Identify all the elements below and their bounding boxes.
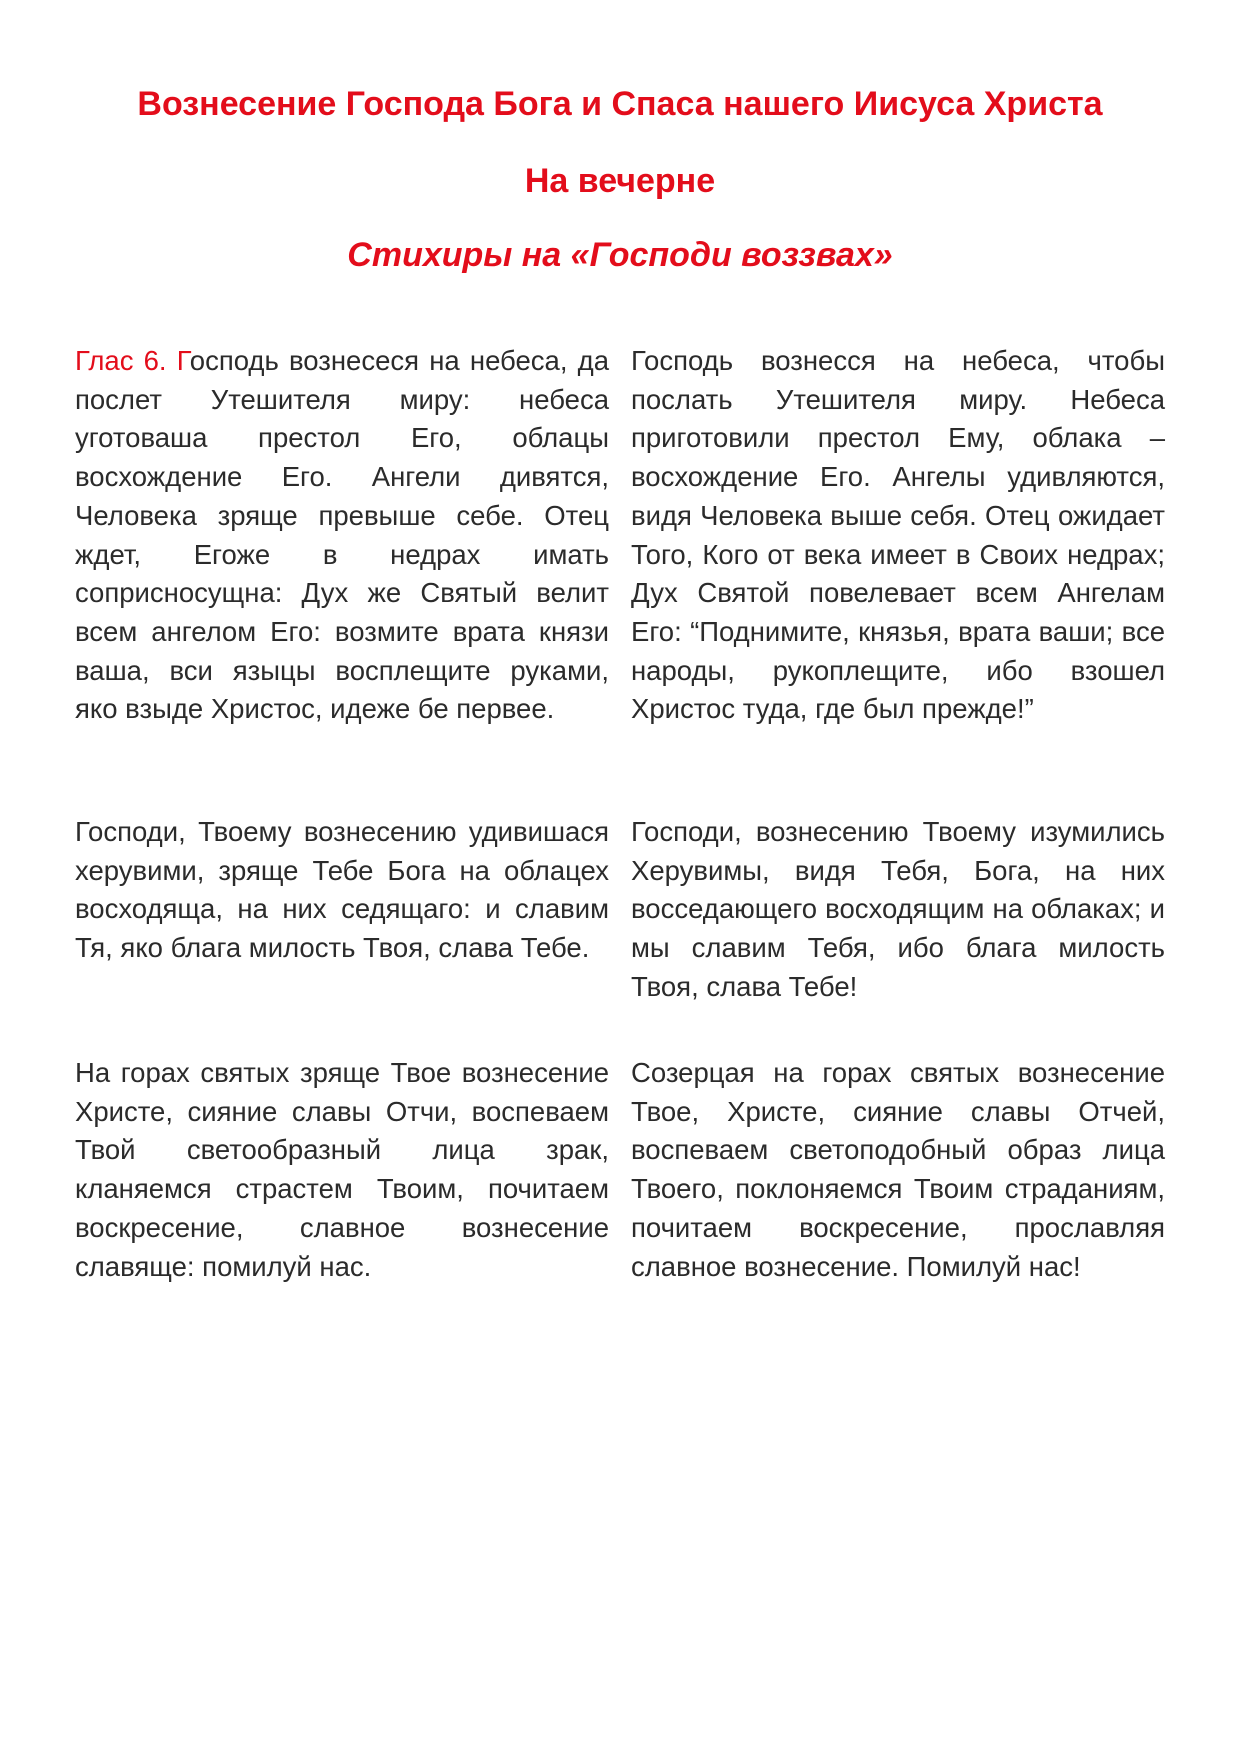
church-slavonic-text: На горах святых зряще Твое вознесение Христе, сияние славы Отчи, воспеваем Твой светообразный лица зрак, кланяемся страстем Твоим, почитаем воскресение, славное вознесение славяще: помилуй нас. [75,1057,609,1282]
russian-translation-text: Созерцая на горах святых вознесение Твое, Христе, сияние славы Отчей, воспеваем светоподобный образ лица Твоего, поклоняемся Твоим страданиям, почитаем воскресение, прославляя славное вознесение. Помилуй нас! [631,1057,1165,1282]
sticheron-row-1 [75,342,1165,729]
page-subtitle: На вечерне [524,162,716,200]
section-heading: Стихиры на «Господи воззвах» [347,236,893,274]
russian-translation-text: Господь вознесся на небеса, чтобы послать Утешителя миру. Небеса приготовили престол Ему, облака – восхождение Его. Ангелы удивляются, видя Человека выше себя. Отец ожидает Того, Кого от века имеет в Своих недрах; Дух Святой повелевает всем Ангелам Его: “Поднимите, князья, врата ваши; все народы, рукоплещите, ибо взошел Христос туда, где был прежде!” [631,345,1165,725]
russian-translation-text: Господи, вознесению Твоему изумились Херувимы, видя Тебя, Бога, на них восседающего восходящим на облаках; и мы славим Тебя, ибо блага милость Твоя, слава Тебе! [631,816,1165,1002]
sticheron-row-2 [75,813,1165,1007]
church-slavonic-body: осподь вознесеся на небеса, да послет Утешителя миру: небеса уготоваша престол Его, облацы восхождение Его. Ангели дивятся, Человека зряще превыше себе. Отец ждет, Егоже в недрах имать соприсносущна: Дух же Святый велит всем ангелом Его: возмите врата князи ваша, вси языцы восплещите руками, яко взыде Христос, идеже бе первее. [75,345,609,725]
tone-label: Глас 6. Г [75,345,190,376]
church-slavonic-text: Господи, Твоему вознесению удивишася херувими, зряще Тебе Бога на облацех восходяща, на них седящаго: и славим Тя, яко блага милость Твоя, слава Тебе. [75,816,609,964]
sticheron-row-3 [75,1054,1165,1286]
page-title: Вознесение Господа Бога и Спаса нашего Иисуса Христа [137,85,1103,123]
church-slavonic-text [75,342,609,729]
